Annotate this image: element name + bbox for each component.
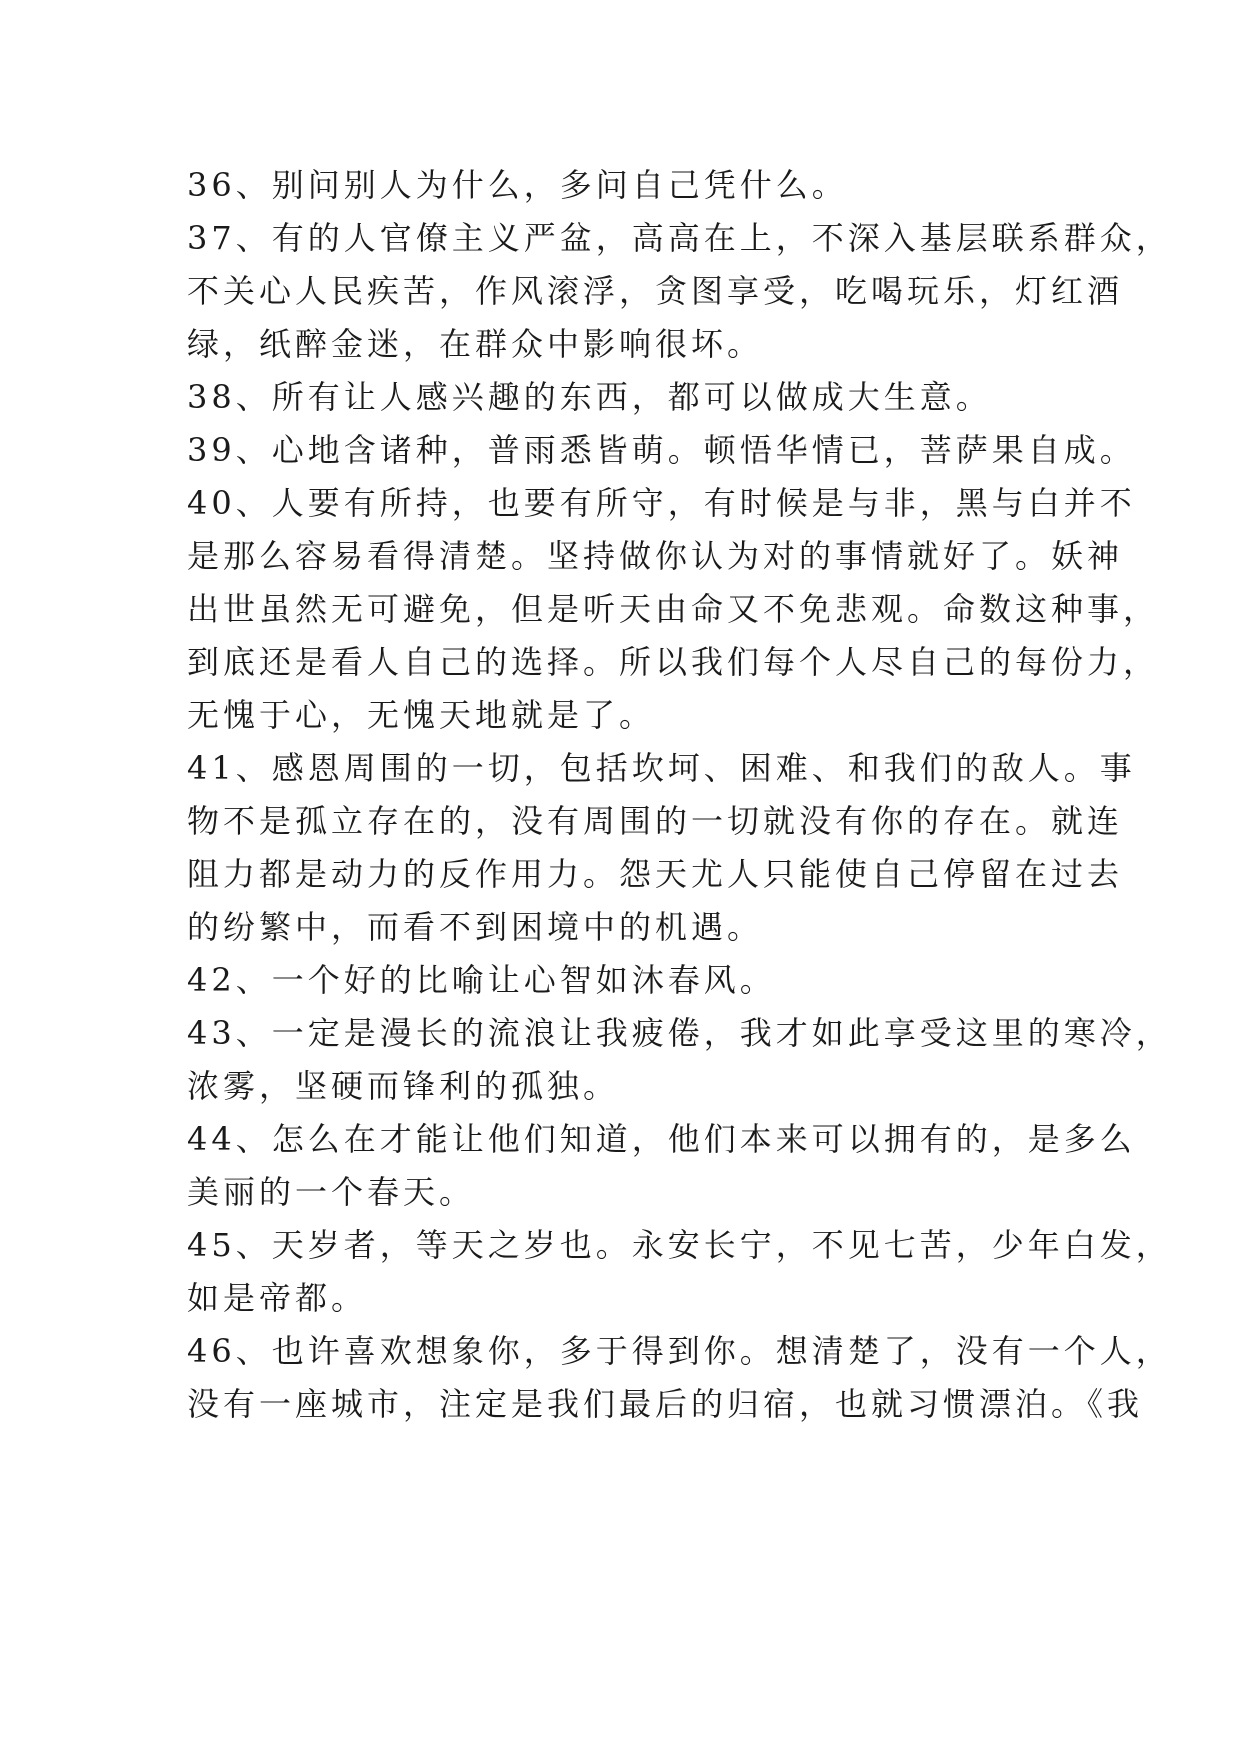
text-line: 不关心人民疾苦，作风滚浮，贪图享受，吃喝玩乐，灯红酒 xyxy=(187,272,1124,310)
text-line: 美丽的一个春天。 xyxy=(187,1173,476,1211)
text-line: 到底还是看人自己的选择。所以我们每个人尽自己的每份力， xyxy=(187,643,1160,681)
text-line: 物不是孤立存在的，没有周围的一切就没有你的存在。就连 xyxy=(187,802,1124,840)
entry-42 xyxy=(187,954,1057,1007)
entry-40 xyxy=(187,477,1160,742)
entry-36 xyxy=(187,159,1057,212)
entry-39 xyxy=(187,424,1136,477)
text-line: 45、天岁者，等天之岁也。永安长宁，不见七苦，少年白发， xyxy=(187,1226,1172,1264)
text-line: 是那么容易看得清楚。坚持做你认为对的事情就好了。妖神 xyxy=(187,537,1124,575)
text-line: 的纷繁中，而看不到困境中的机遇。 xyxy=(187,908,764,946)
text-line: 44、怎么在才能让他们知道，他们本来可以拥有的，是多么 xyxy=(187,1120,1136,1158)
text-line: 40、人要有所持，也要有所守，有时候是与非，黑与白并不 xyxy=(187,484,1136,522)
entry-38 xyxy=(187,371,1057,424)
text-line: 38、所有让人感兴趣的东西，都可以做成大生意。 xyxy=(187,378,992,416)
text-line: 41、感恩周围的一切，包括坎坷、困难、和我们的敌人。事 xyxy=(187,749,1136,787)
text-line: 39、心地含诸种，普雨悉皆萌。顿悟华情已，菩萨果自成。 xyxy=(187,431,1136,469)
text-line: 43、一定是漫长的流浪让我疲倦，我才如此享受这里的寒冷， xyxy=(187,1014,1172,1052)
entry-46 xyxy=(187,1325,1172,1431)
text-line: 36、别问别人为什么，多问自己凭什么。 xyxy=(187,166,848,204)
entry-37 xyxy=(187,212,1172,371)
entry-45 xyxy=(187,1219,1172,1325)
text-line: 没有一座城市，注定是我们最后的归宿，也就习惯漂泊。《我 xyxy=(187,1385,1144,1423)
document-body xyxy=(187,159,1172,1431)
text-line: 42、一个好的比喻让心智如沐春风。 xyxy=(187,961,776,999)
text-line: 绿，纸醉金迷，在群众中影响很坏。 xyxy=(187,325,764,363)
text-line: 出世虽然无可避免，但是听天由命又不免悲观。命数这种事， xyxy=(187,590,1160,628)
text-line: 无愧于心，无愧天地就是了。 xyxy=(187,696,656,734)
text-line: 37、有的人官僚主义严盆，高高在上，不深入基层联系群众， xyxy=(187,219,1172,257)
text-line: 如是帝都。 xyxy=(187,1279,368,1317)
entry-43 xyxy=(187,1007,1172,1113)
text-line: 浓雾，坚硬而锋利的孤独。 xyxy=(187,1067,620,1105)
text-line: 阻力都是动力的反作用力。怨天尤人只能使自己停留在过去 xyxy=(187,855,1124,893)
text-line: 46、也许喜欢想象你，多于得到你。想清楚了，没有一个人， xyxy=(187,1332,1172,1370)
entry-41 xyxy=(187,742,1136,954)
entry-44 xyxy=(187,1113,1136,1219)
